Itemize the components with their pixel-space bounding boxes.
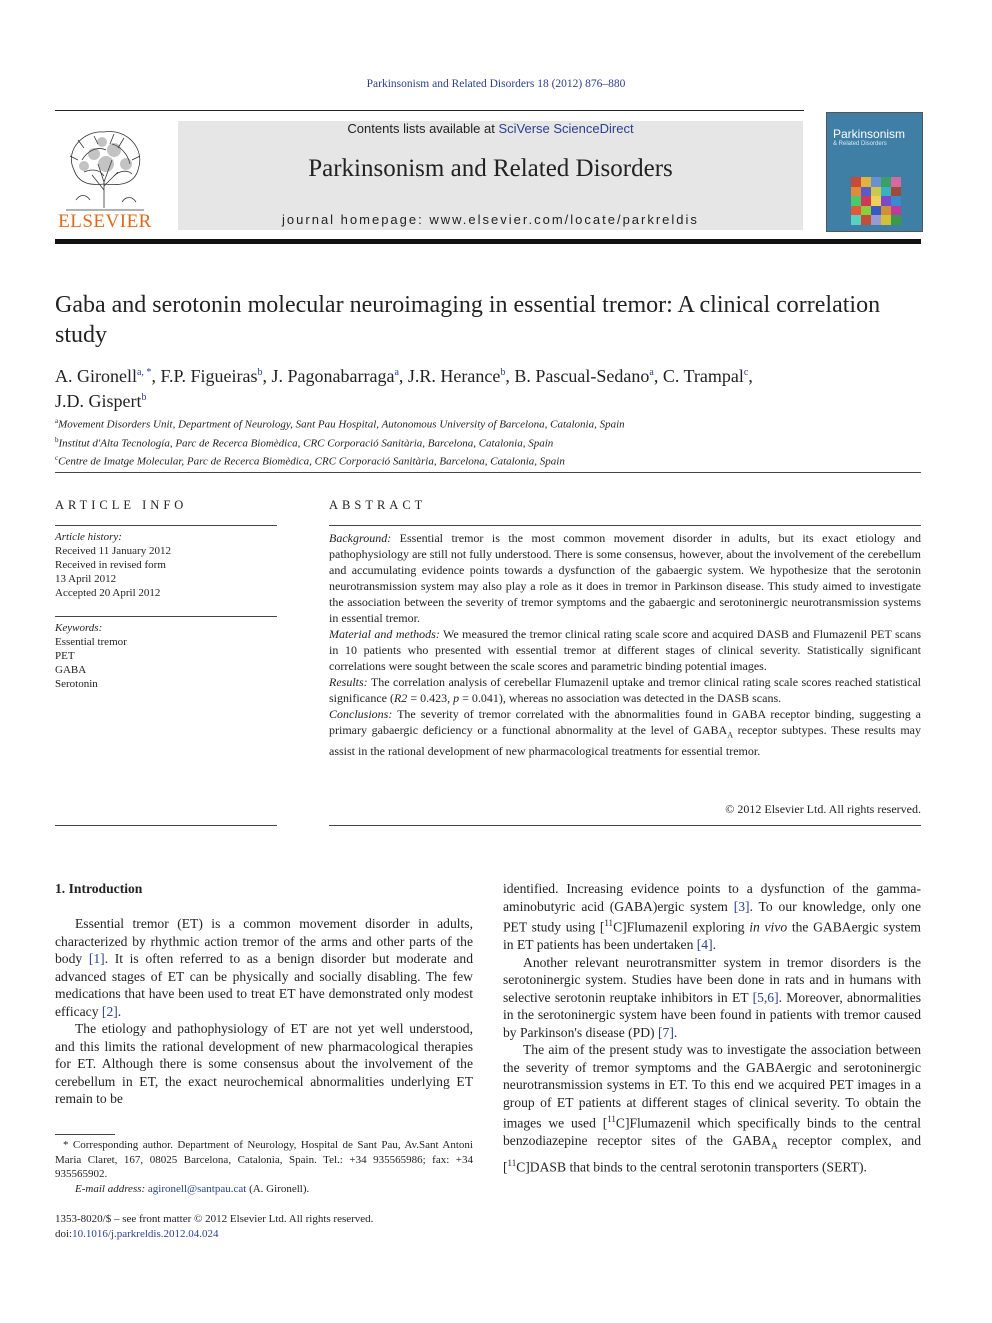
- abstract-background: Background: Essential tremor is the most common movement disorder in adults, but its exact etiology and pathophysiology are still not fully understood. There is some consensus, however, about the involvement of the cerebellum and accumulating evidence points towards a dysfunction of the gabaergic system. We hypothesize that the serotonin neurotransmission system may also play a role as it does in tremor in Parkinson disease. This study aimed to investigate the association between the severity of tremor symptoms and the gabaergic and serotoninergic neurotransmission systems in essential tremor.: [329, 531, 921, 625]
- contents-prefix: Contents lists available at: [347, 121, 499, 136]
- paragraph: Essential tremor (ET) is a common movement disorder in adults, characterized by rhythmic action tremor of the arms and other parts of the body [1]. It is often referred to as a benign disorder but moderate and advanced stages of ET can be physically and socially disabling. The few medications that have been used to treat ET have demonstrated only modest efficacy [2].: [55, 916, 474, 1019]
- cover-mosaic: [851, 177, 901, 225]
- paragraph: The etiology and pathophysiology of ET are not yet well understood, and this limits the rational development of new pharmacological therapies for ET. Although there is some consensus about the involvement of the cerebellum in ET, the exact neurochemical abnormalities underlying ET remain to be: [55, 1021, 473, 1106]
- journal-title: Parkinsonism and Related Disorders: [308, 155, 673, 182]
- keywords-rule: [55, 616, 277, 617]
- history-item: 13 April 2012: [55, 573, 117, 585]
- history-item: Accepted 20 April 2012: [55, 587, 161, 599]
- keyword: PET: [55, 650, 75, 662]
- keywords: [55, 621, 277, 691]
- citation-link[interactable]: [1]: [88, 951, 105, 966]
- email-link[interactable]: agironell@santpau.cat: [147, 1182, 247, 1195]
- abstract-methods: Material and methods: We measured the tremor clinical rating scale score and acquired DASB and Flumazenil PET scans in 10 patients who presented with essential tremor at different stages of clinical severity. Statistically significant correlations were sought between the scale scores and parametric binding potential images.: [329, 627, 921, 673]
- affiliation: $^c$Centre de Imatge Molecular, Parc de Recerca Biomèdica, CRC Corporació Sanitària, Barcelona, Catalonia, Spain: [55, 454, 565, 468]
- affiliation: $^b$Institut d'Alta Tecnología, Parc de Recerca Biomèdica, CRC Corporació Sanitària, Barcelona, Catalonia, Spain: [55, 435, 554, 450]
- keyword: Serotonin: [55, 678, 98, 690]
- paragraph: The aim of the present study was to investigate the association between the severity of tremor symptoms and the GABAergic and serotoninergic neurotransmission systems in ET. To this end we acquired PET images in a group of ET patients at different stages of clinical severity. To obtain the images we used [$^{11}$C]Flumazenil which specifically binds to the central benzodiazepine receptor sites of the $GABA_A$ receptor complex, and [$^{11}$C]DASB that binds to the central serotonin transporters (SERT).: [503, 1042, 921, 1175]
- doi-line: doi:10.1016/j.parkreldis.2012.04.024: [55, 1227, 219, 1240]
- abstract-copyright: © 2012 Elsevier Ltd. All rights reserved.: [725, 802, 921, 816]
- history-label: Article history:: [55, 531, 122, 543]
- history-item: Received 11 January 2012: [55, 545, 171, 557]
- journal-cover-image: [826, 112, 923, 232]
- author[interactable]: B. Pascual-Sedano$^a$: [514, 366, 654, 386]
- author[interactable]: C. Trampal$^c$: [662, 366, 749, 386]
- footnote: [55, 1138, 473, 1196]
- journal-homepage[interactable]: journal homepage: www.elsevier.com/locate/parkreldis: [282, 212, 699, 227]
- journal-citation: Parkinsonism and Related Disorders 18 (2012) 876–880: [366, 78, 626, 90]
- abstract-body: [329, 530, 921, 759]
- abstract-heading: ABSTRACT: [329, 498, 427, 512]
- header-thick-rule: [55, 239, 921, 244]
- front-matter: [55, 1212, 473, 1241]
- abstract-conclusions: Conclusions: The severity of tremor correlated with the abnormalities found in GABA receptor binding, suggesting a primary gabaergic deficiency or a functional abnormality at the level of $GABA_A$ receptor subtypes. These results may assist in the rational development of new pharmacological treatments for essential tremor.: [329, 707, 922, 759]
- issn-line: 1353-8020/$ – see front matter © 2012 Elsevier Ltd. All rights reserved.: [55, 1213, 374, 1225]
- cover-title: Parkinsonism: [833, 127, 906, 141]
- header-rule: [55, 110, 804, 111]
- keywords-label: Keywords:: [55, 622, 103, 634]
- section-heading-introduction: 1. Introduction: [55, 881, 143, 896]
- article-history: [55, 530, 277, 600]
- article-info-heading: ARTICLE INFO: [55, 498, 188, 512]
- citation-link[interactable]: [7]: [658, 1024, 674, 1040]
- contents-line: [178, 121, 803, 136]
- author[interactable]: J. Pagonabarraga$^a$: [271, 366, 399, 386]
- abstract-results: Results: The correlation analysis of cerebellar Flumazenil uptake and tremor clinical rating scale scores reached statistical significance (R2 = 0.423, p = 0.041), whereas no association was detected in the DASB scans.: [329, 675, 921, 705]
- abstract-rule: [329, 525, 921, 526]
- body-left-column: [55, 915, 473, 1108]
- paragraph: Another relevant neurotransmitter system in tremor disorders is the serotoninergic system. Studies have been done in rats and in humans with selective serotonin reuptake inhibitors in ET [5,6]. Moreover, abnormalities in the serotoninergic system have been found in patients with tremor caused by Parkinson's disease (PD) [7].: [503, 954, 921, 1040]
- author[interactable]: J.R. Herance$^b$: [407, 366, 506, 386]
- author[interactable]: A. Gironell$^{a, *}$: [55, 366, 152, 386]
- history-item: Received in revised form: [55, 559, 166, 571]
- elsevier-wordmark: ELSEVIER: [58, 211, 152, 232]
- citation-link[interactable]: [4]: [696, 937, 713, 953]
- email-note: E-mail address: agironell@santpau.cat (A. Gironell).: [75, 1182, 310, 1195]
- keyword: Essential tremor: [55, 636, 127, 648]
- author[interactable]: J.D. Gispert$^b$: [55, 391, 147, 411]
- affiliation: $^a$Movement Disorders Unit, Department of Neurology, Sant Pau Hospital, Autonomous University of Barcelona, Catalonia, Spain: [55, 417, 625, 431]
- article-info-bottom-rule: [55, 825, 277, 826]
- citation-link[interactable]: [3]: [733, 898, 750, 914]
- author[interactable]: F.P. Figueiras$^b$: [160, 366, 263, 386]
- keyword: GABA: [55, 664, 87, 676]
- citation-link[interactable]: [2]: [101, 1003, 118, 1019]
- body-right-column: [503, 880, 921, 1176]
- author-list: A. Gironell$^{a, *}$, F.P. Figueiras$^b$, J. Pagonabarraga$^a$, J.R. Herance$^b$, B. Pascual-Sedano$^a$, C. Trampal$^c$, J.D. Gispert$^b$: [55, 366, 753, 411]
- doi-link[interactable]: 10.1016/j.parkreldis.2012.04.024: [72, 1227, 219, 1240]
- paragraph: identified. Increasing evidence points to a dysfunction of the gamma-aminobutyric acid (GABA)ergic system [3]. To our knowledge, only one PET study using [$^{11}$C]Flumazenil exploring in vivo the GABAergic system in ET patients has been undertaken [4].: [503, 881, 921, 953]
- citation-link[interactable]: [5,6]: [752, 989, 779, 1005]
- affiliation-rule: [55, 472, 921, 473]
- article-info-rule: [55, 525, 277, 526]
- footnote-rule: [55, 1134, 115, 1135]
- cover-subtitle: & Related Disorders: [833, 141, 887, 147]
- paper-title: Gaba and serotonin molecular neuroimaging in essential tremor: A clinical correlation study: [55, 292, 881, 348]
- abstract-bottom-rule: [329, 825, 921, 826]
- sciencedirect-link[interactable]: SciVerse ScienceDirect: [498, 121, 634, 136]
- corresponding-author-note: * Corresponding author. Department of Neurology, Hospital de Sant Pau, Av.Sant Antoni Maria Claret, 167, 08025 Barcelona, Catalonia, Spain. Tel.: +34 935565986; fax: +34 935565902.: [55, 1139, 473, 1180]
- affiliations: [55, 414, 921, 470]
